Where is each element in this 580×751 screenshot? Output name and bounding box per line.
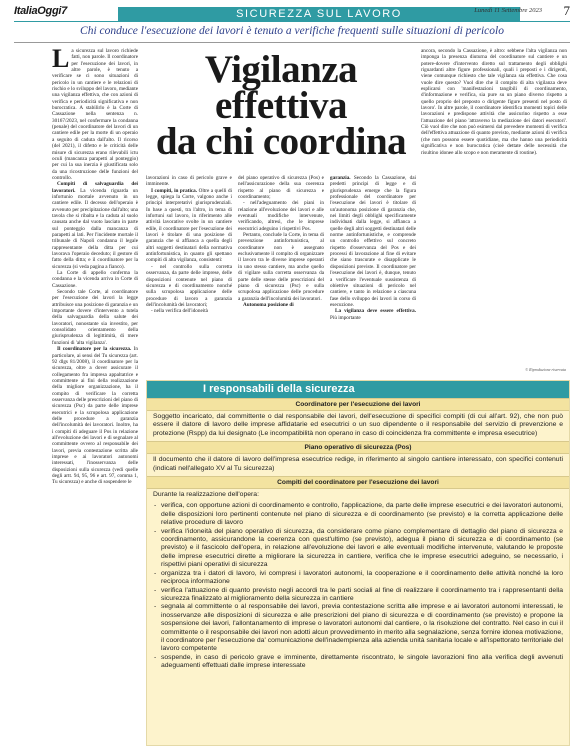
article-column-1: [52, 48, 138, 743]
box-title: I responsabili della sicurezza: [147, 381, 569, 398]
list-item: - verifica l'attuazione di quanto previsto negli accordi tra le parti sociali al fine di realizzare il coordinamento tra i rappresentanti della sicurezza finalizzato al miglioramento della sicurezza in cantiere: [153, 587, 563, 604]
box-text: Il documento che il datore di lavoro dell'impresa esecutrice redige, in riferimento al singolo cantiere interessato, con specifici contenuti (indicati nell'allegato XV al Tu sicurezza): [153, 456, 563, 472]
issue-date: Lunedì 11 Settembre 2023: [474, 7, 542, 14]
duties-list: [147, 502, 569, 670]
copyright-credit: © Riproduzione riservata: [525, 367, 566, 372]
responsibles-box: [146, 380, 570, 746]
article-column-4: [330, 175, 416, 375]
paragraph: La Corte di appello conferma la condanna e la vicenda arriva in Corte di Cassazione.: [52, 270, 138, 289]
box-subheading: Piano operativo di sicurezza (Pos): [147, 441, 569, 454]
subhead: garanzia.: [330, 175, 351, 181]
page-number: 7: [563, 3, 570, 18]
article-column-2: [146, 175, 232, 375]
list-item: - verifica, con opportune azioni di coordinamento e controllo, l'applicazione, da parte delle imprese esecutrici e dei lavoratori autonomi, delle disposizioni loro pertinenti contenute nel piano di sicurezza e di coordinamento (se previsto) e la corretta applicazione delle relative procedure di lavoro: [153, 502, 563, 527]
masthead: [14, 4, 570, 20]
box-text: Durante la realizzazione dell'opera:: [153, 491, 259, 499]
list-item: - sospende, in caso di pericolo grave e imminente, direttamente riscontrato, le singole lavorazioni fino alla verifica degli avvenuti adeguamenti effettuati dalle imprese interessate: [153, 654, 563, 671]
headline-line-1: Vigilanza effettiva: [204, 48, 358, 127]
paragraph: Oltre a quelli di legge, spiega la Corte, valgono anche i principi interpretativi giurisprudenziali. In base a questi, tra l'altro, in tema di infortuni sul lavoro, in riferimento alle attività lavorative svolte in un cantiere edile, il coordinatore per l'esecuzione dei lavori è titolare di una posizione di garanzia che si affianca a quella degli altri soggetti destinatari della normativa antinfortunistica, in quanto gli spettano compiti di alta vigilanza, consistenti:: [146, 187, 232, 264]
paragraph: lavorazioni in caso di pericolo grave e imminente.: [146, 175, 232, 188]
subhead: Compiti di salvaguardia dei lavoratori.: [52, 181, 138, 194]
subhead: Il coordinatore per la sicurezza.: [57, 346, 132, 353]
masthead-rule: [14, 21, 570, 22]
paragraph: ancora, secondo la Cassazione, è altro: sebbene l'alta vigilanza non imponga la presenza diuturna del coordinatore sul cantiere e un potere-dovere d'intervento diretto sul trattamento degli obblighi riguardanti altre figure professionali, quali i preposti e i dirigenti, viene comunque richiesto che tale vigilanza sia effettiva. Che cosa vuole dire questo? Vuol dire che il compito di alta vigilanza deve esplicarsi con 'manifestazioni tangibili di coordinamento, d'informazione e verifica, sia pure su un piano diverso rispetto a quello proprio del preposto o dirigente figure presenti nel posto di lavoro'. In altre parole, il coordinatore identifica momenti topici delle lavorazioni e predispone attività che assicurino rispetto a esse l'attuazione del piano 'attraverso la mediazione dei datori esecutori'. Ciò vuol dire che non può esimersi dal prevedere momenti di verifica dell'effettiva attuazione di quanto previsto, mediante azioni di verifica (che non possono essere quotidiane, ma che hanno una periodicità significativa e non burocratica (cioè dettate delle necessità che risultino idonee allo scopo e non meramente di routine).: [421, 48, 567, 156]
drop-cap: L: [52, 48, 70, 73]
box-subheading: Coordinatore per l'esecuzione dei lavori: [147, 398, 569, 411]
article-column-3: [238, 175, 324, 375]
list-item: - segnala al committente o al responsabile dei lavori, previa contestazione scritta alle imprese e ai lavoratori autonomi interessati, le inosservanze alle disposizioni di sicurezza e alle prescrizioni del piano di sicurezza e di coordinamento (se previsto) e propone la sospensione dei lavori, l'allontanamento di imprese o lavoratori autonomi dal cantiere, o la risoluzione del contratto. Nel caso in cui il committente o il responsabile dei lavori non adotti alcun provvedimento in merito alla segnalazione, senza fornire idonea motivazione, il coordinatore per l'esecuzione da' comunicazione dell'inadempienza alla azienda unità sanitaria locale e all'ispettorato territoriale del lavoro competente: [153, 603, 563, 653]
list-item: - verifica l'idoneità del piano operativo di sicurezza, da considerare come piano complementare di dettaglio del piano di sicurezza e coordinamento, assicurandone la coerenza con quest'ultimo (se previsto), adegua il piano di sicurezza e di coordinamento (se previsto) e il fascicolo dell'opera, in relazione all'evoluzione dei lavori e alle eventuali modifiche intervenute, valutando le proposte delle imprese esecutrici dirette a migliorare la sicurezza in cantiere, verifica che le imprese esecutrici adeguino, se necessario, i rispettivi piani operativi di sicurezza: [153, 528, 563, 570]
paragraph: Più importante: [330, 314, 361, 321]
box-subheading: Compiti del coordinatore per l'esecuzione dei lavori: [147, 476, 569, 489]
paragraph: - nel controllo sulla corretta osservanza, da parte delle imprese, delle disposizioni contenute nel piano di sicurezza e di coordinamento nonché sulla scrupolosa applicazione delle procedure di lavoro a garanzia dell'incolumità dei lavoratori;: [146, 263, 232, 308]
list-item: - organizza tra i datori di lavoro, ivi compresi i lavoratori autonomi, la cooperazione e il coordinamento delle attività nonché la loro reciproca informazione: [153, 570, 563, 587]
headline: [146, 48, 416, 163]
paragraph: In particolare, ai sensi del Tu sicurezza (art. 92 dlgs 81/2008), il coordinatore per la sicurezza, oltre a dover assicurare il collegamento fra impresa appaltatrice e committente ai fini della realizzazione della migliore organizzazione, ha il compito di verificare la corretta osservanza delle prescrizioni del piano di sicurezza (Psc) da parte delle imprese esecutrici e la scrupolosa applicazione delle procedure a garanzia dell'incolumità dei lavoratori. Inoltre, ha i compiti di adeguare il Pos in relazione all'evoluzione dei lavori e di segnalare al committente ovvero al responsabile dei lavori, previa contestazione scritta alle imprese e ai lavoratori autonomi interessati, l'inosservanza delle disposizioni sulla sicurezza (vedi quelle degli artt. 94, 95, 96 e art. 97, comma 1, Tu sicurezza) e anche di sospendere le: [52, 346, 138, 486]
subhead: I compiti, in pratica.: [151, 187, 198, 194]
subhead: La vigilanza deve essere effettiva.: [335, 308, 416, 315]
article-column-5: [421, 48, 567, 375]
paragraph: Secondo tale Corte, al coordinatore per l'esecuzione dei lavori la legge attribuisce una posizione di garanzia e un importante dovere d'intervento a tutela della salvaguardia della salute dei lavoratori, nonostante sia investito, per consolidato orientamento della giurisprudenza di legittimità, di mere funzioni di 'alta vigilanza'.: [52, 289, 138, 346]
paragraph: del piano operativo di sicurezza (Pos) e nell'assicurazione della sua coerenza rispetto al piano di sicurezza e coordinamento;: [238, 175, 324, 201]
paragraph: La vicenda riguarda un infortunio mortale avvenuto in un cantiere edile. Il decesso dell'operaio è avvenuto per precipitazione dall'alto; una tavola che si ribalta e la caduta al suolo causata anche dal vuoto lasciato in parte sul ponteggio dalla mancanza di parapetti ai lati. Per l'incidente mortale il tribunale di Napoli condanna il legale rappresentante della ditta per cui lavorava l'operaio deceduto; il gestore di fatto della ditta; e il coordinatore per la sicurezza (si veda pagina a fianco).: [52, 187, 138, 270]
section-band: SICUREZZA SUL LAVORO: [118, 7, 520, 21]
subhead: Autonoma posizione di: [243, 301, 294, 308]
paragraph: - nell'adeguamento dei piani in relazione all'evoluzione dei lavori e alle eventuali modifiche intervenute, verificando, altresì, che le imprese esecutrici adeguino i rispettivi Pos.: [238, 200, 324, 232]
kicker: Chi conduce l'esecuzione dei lavori è tenuto a verifiche frequenti sulle situazioni di pericolo: [80, 25, 504, 37]
kicker-rule: [14, 42, 570, 43]
newspaper-logo: ItaliaOggi7: [14, 5, 67, 17]
paragraph: - nella verifica dell'idoneità: [151, 308, 208, 315]
paragraph: Secondo la Cassazione, dai predetti principi di legge e di giurisprudenza emerge che la figura professionale del coordinatore per l'esecuzione dei lavori è titolare di un'autonoma posizione di garanzia che, nei limiti degli obblighi specificamente individuati dalla legge, si affianca a quelle degli altri soggetti destinatari delle norme antinfortunistiche, e comprende un controllo effettivo sul concreto rispetto d'osservanza del Pos e dei processi di lavorazione al fine di evitare che siano trascurate e disapplicate le disposizioni previste. Il coordinatore per l'esecuzione dei lavori è, dunque, tenuto a verificare l'eventuale sussistenza di obiettive situazioni di pericolo nel cantiere, e tanto in relazione a ciascuna fase dello sviluppo dei lavori in corso di esecuzione.: [330, 175, 416, 308]
paragraph: Pertanto, conclude la Corte, in tema di prevenzione antinfortunistica, al coordinatore non è assegnato esclusivamente il compito di organizzare il lavoro tra le diverse imprese operanti in uno stesso cantiere, ma anche quello di vigilare sulla corretta osservanza da parte delle stesse delle prescrizioni del piano di sicurezza (Psc) e sulla scrupolosa applicazione delle procedure a garanzia dell'incolumità dei lavoratori.: [238, 232, 324, 302]
headline-line-2: da chi coordina: [155, 120, 407, 163]
box-text: Soggetto incaricato, dal committente o dal responsabile dei lavori, dell'esecuzione di specifici compiti (di cui all'art. 92), che non può essere il datore di lavoro delle imprese affidatarie ed esecutrici o un suo dipendente o il responsabile del servizio di prevenzione e protezione (Rspp) da lui designato (Le incompatibilità non operano in caso di coincidenza fra committente e impresa esecutrice): [153, 413, 563, 437]
paragraph: a sicurezza sul lavoro richiede fatti, non parole. Il coordinatore per l'esecuzione dei lavori, in altre parole, è tenuto a verificare se ci sono situazioni di pericolo in un cantiere e le relazioni di rischio e lo sviluppo del lavoro, mediante una vigilanza effettiva, che con azioni di verifica e periodicità significativa e non burocratica. A stabilirlo è la Corte di Cassazione nella sentenza n. 30167/2023, nel confermare la condanna (penale) del coordinatore del lavori di un cantiere edile per la morte di un operaio a seguito di caduta dall'alto. Il ricorso (del 2021), il difetto e le criticità delle misure di sicurezza erano rilevabili ictu oculi (mancanza parapetti al ponteggio) per cui la sua inerzia è giustificata solo da una ricostruzione delle funzioni del controllo.: [52, 48, 138, 181]
